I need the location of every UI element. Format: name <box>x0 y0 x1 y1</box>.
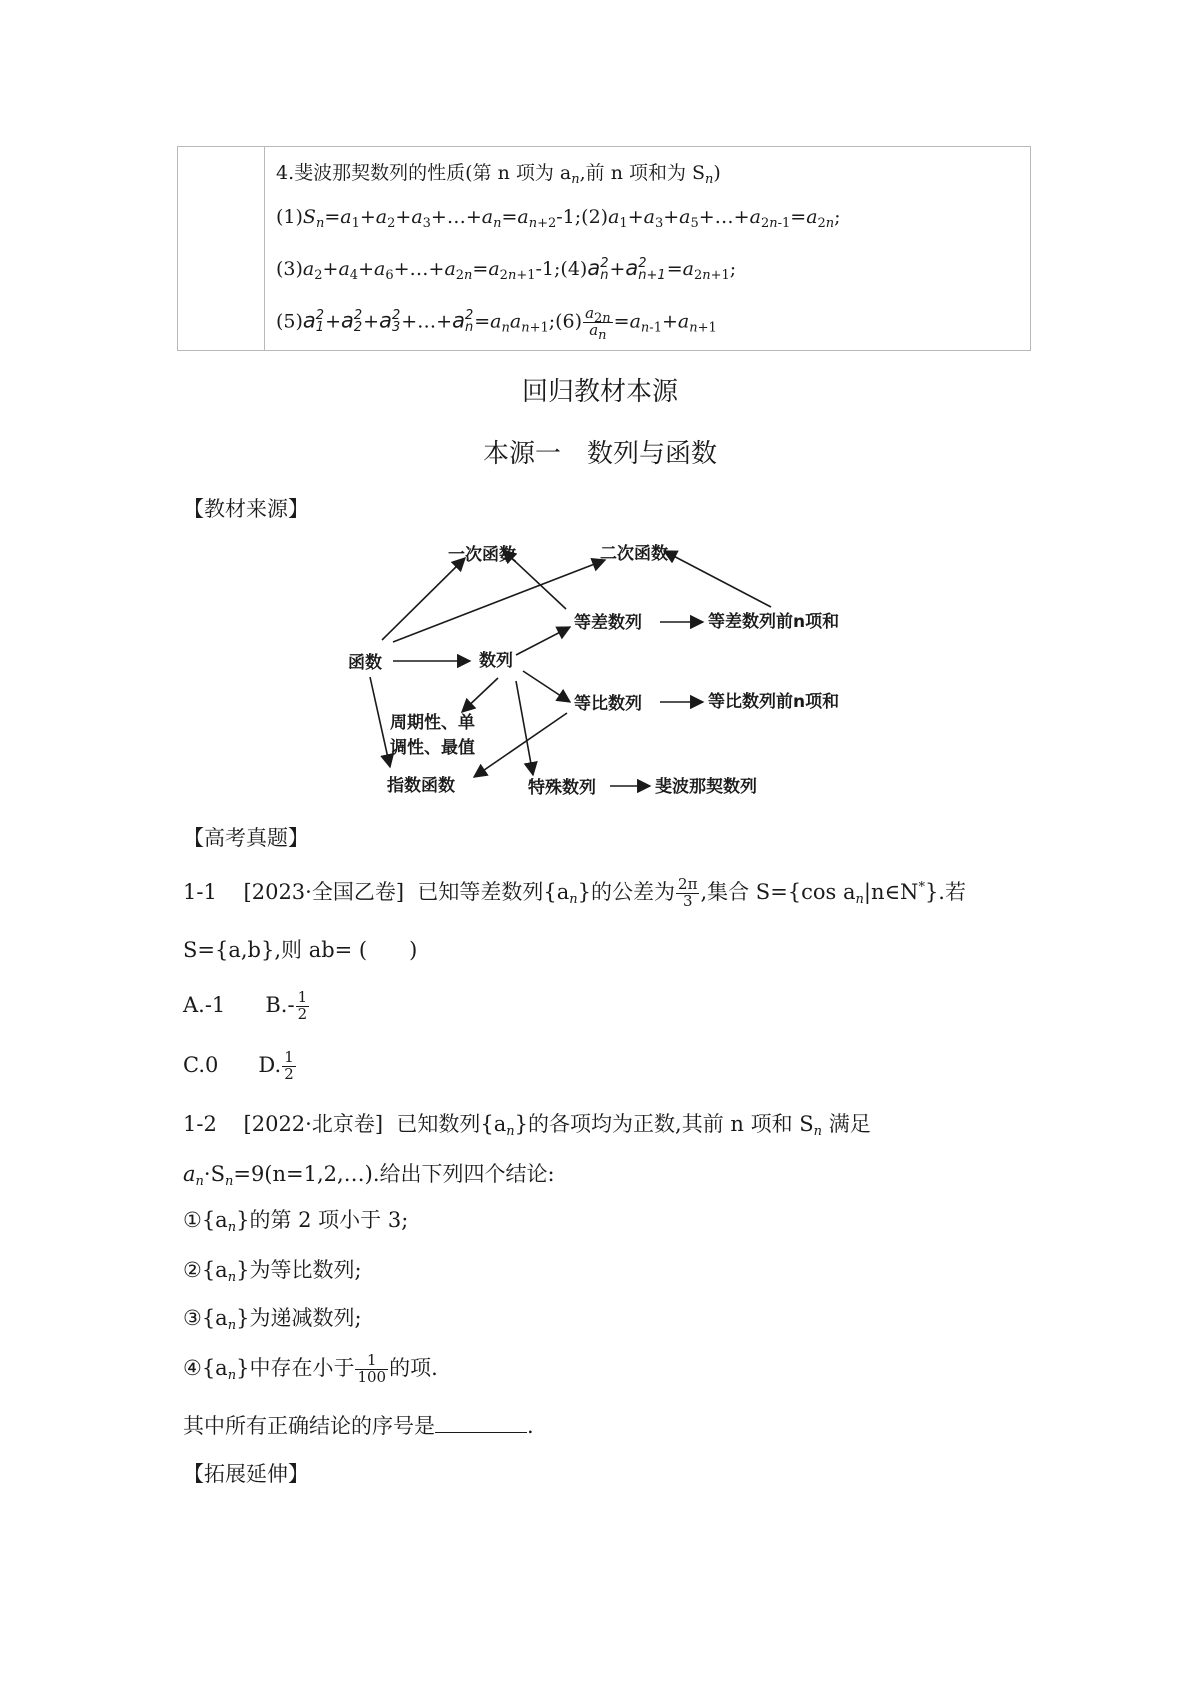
node-properties-line-2: 调性、最值 <box>390 738 475 758</box>
node-special-sequence: 特殊数列 <box>528 778 596 798</box>
option-b: B.- $\frac{1}{2}$ <box>265 988 308 1023</box>
arrow-sequence-to-geometric <box>523 671 570 702</box>
arrow-arithmetic-sum-to-quadratic <box>664 551 771 607</box>
question-1-1-stem: 1-1 [2023·全国乙卷] 已知等差数列$\{a_n\}$的公差为 $\frac{2\pi}{3}$ ,集合 S={cos $a_n|n\in N^*$}.若 <box>183 875 966 910</box>
arrow-function-to-linear <box>382 558 465 640</box>
section-label-extension: 【拓展延伸】 <box>183 1462 309 1486</box>
node-exponential-function: 指数函数 <box>387 776 455 796</box>
question-1-2-stem-line-2: $a_n\cdot S_n=9(n=1,2,\dots)$.给出下列四个结论: <box>183 1162 555 1189</box>
question-1-1-stem-line-2: S={a,b},则 ab= ( ) <box>183 938 418 962</box>
conclusion-1: $①\{a_n\}$的第 2 项小于 3; <box>183 1208 409 1235</box>
conclusion-3: $③\{a_n\}$为递减数列; <box>183 1306 362 1333</box>
node-linear-function: 一次函数 <box>448 545 516 565</box>
fibonacci-property-5-6: (5)a 2 1 +a 2 2 +a 2 3 +…+a 2 n $=a_na_{n+1};(6)$ $\frac{a_{2n}}{a_n}$ $=a_{n-1}+a_{n+1}$ <box>276 304 717 343</box>
node-geometric-sequence: 等比数列 <box>574 694 642 714</box>
fibonacci-property-1-2: $(1)S_n=a_1+a_2+a_3+\dots+a_n=a_{n+2}-1;(2)a_1+a_3+a_5+\dots+a_{2n-1}=a_{2n}$; <box>276 206 841 231</box>
section-label-exam-questions: 【高考真题】 <box>183 826 309 850</box>
arrow-geometric-to-exponential <box>474 713 567 777</box>
node-geometric-sum: 等比数列前n项和 <box>708 692 840 712</box>
table-title: 4.斐波那契数列的性质(第 n 项为 $a_n$,前 n 项和为 $S_n$) <box>276 162 721 187</box>
option-a: A.-1 <box>183 992 226 1017</box>
question-1-1-options-cd <box>183 1050 297 1083</box>
arrow-sequence-to-special <box>516 681 533 775</box>
node-arithmetic-sequence: 等差数列 <box>574 613 642 633</box>
node-properties-line-1: 周期性、单 <box>390 713 475 733</box>
option-c: C.0 <box>183 1052 219 1077</box>
conclusion-4: $④\{a_n\}$中存在小于 $\frac{1}{100}$ 的项. <box>183 1351 438 1386</box>
fibonacci-property-3-4: $(3)a_2+a_4+a_6+\dots+a_{2n}=a_{2n+1}-1;(4)a$ 2 n +a 2 n+1 $=a_{2n+1}$; <box>276 255 737 283</box>
question-1-1-options-ab <box>183 990 310 1023</box>
question-1-2-final: 其中所有正确结论的序号是 . <box>183 1414 534 1438</box>
arrow-function-to-exponential <box>370 677 390 767</box>
node-sequence: 数列 <box>479 651 513 671</box>
node-quadratic-function: 二次函数 <box>600 544 668 564</box>
arrow-sequence-to-arithmetic <box>516 627 570 655</box>
node-arithmetic-sum: 等差数列前n项和 <box>708 612 840 632</box>
page-heading: 回归教材本源 <box>521 377 678 407</box>
section-label-textbook-source: 【教材来源】 <box>183 497 309 521</box>
question-1-2-stem: 1-2 [2022·北京卷] 已知数列$\{a_n\}$的各项均为正数,其前 n 项和 $S_n$ 满足 <box>183 1112 871 1139</box>
node-function: 函数 <box>348 653 382 673</box>
node-fibonacci: 斐波那契数列 <box>655 777 757 797</box>
arrow-sequence-to-properties <box>462 678 498 712</box>
conclusion-2: $②\{a_n\}$为等比数列; <box>183 1258 362 1285</box>
section-heading: 本源一 数列与函数 <box>482 439 717 469</box>
answer-blank[interactable] <box>435 1414 527 1433</box>
option-d: D. $\frac{1}{2}$ <box>258 1048 294 1083</box>
